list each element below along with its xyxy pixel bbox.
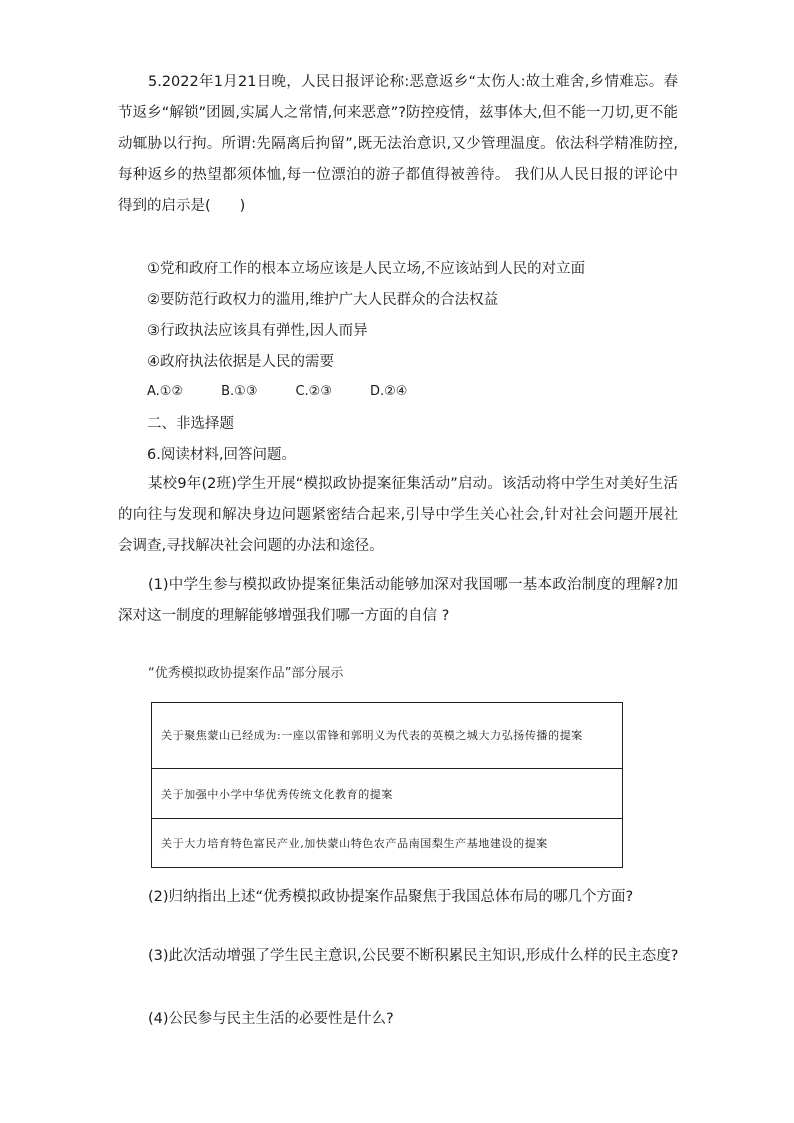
- section-heading: 二、非选择题: [147, 416, 234, 432]
- question-6-sub-1: (1)中学生参与模拟政协提案征集活动能够加深对我国哪一基本政治制度的理解?加深对这一制度的理解能够增强我们哪一方面的自信 ?: [118, 577, 678, 624]
- table-row: [152, 819, 623, 868]
- question-6-sub-3: (3)此次活动增强了学生民主意识,公民要不断积累民主知识,形成什么样的民主态度?: [148, 948, 679, 964]
- table-row: [152, 769, 623, 819]
- question-5-item-4: ④政府执法依据是人民的需要: [147, 354, 334, 370]
- question-5-stem: 5.2022年1月21日晚，人民日报评论称:恶意返乡“太伤人:故土难舍,乡情难忘。春节返乡“解锁”团圆,实属人之常情,何来恶意”?防控疫情，兹事体大,但不能一刀切,更不能动辄胁以行拘。所谓:先隔离后拘留”,既无法治意识,又少管理温度。依法科学精准防控,每种返乡的热望都须体恤,每一位漂泊的游子都值得被善待。 我们从人民日报的评论中得到的启示是( ): [118, 74, 678, 214]
- question-6-title: 6.阅读材料,回答问题。: [147, 447, 296, 463]
- table-cell: 关于大力培育特色富民产业,加快蒙山特色农产品南国梨生产基地建设的提案: [152, 819, 623, 868]
- table-cell: 关于聚焦蒙山已经成为:一座以雷锋和郭明义为代表的英模之城大力弘扬传播的提案: [152, 703, 623, 769]
- question-6-sub-2: (2)归纳指出上述“优秀模拟政协提案作品聚焦于我国总体布局的哪几个方面?: [148, 889, 634, 905]
- table-cell: 关于加强中小学中华优秀传统文化教育的提案: [152, 769, 623, 819]
- proposals-table: [151, 702, 623, 868]
- question-5-item-1: ①党和政府工作的根本立场应该是人民立场,不应该站到人民的对立面: [147, 261, 586, 277]
- option-d: D.②④: [370, 384, 408, 399]
- question-6-sub-4: (4)公民参与民主生活的必要性是什么?: [148, 1011, 394, 1027]
- question-5-options: [147, 382, 445, 402]
- question-5-item-3: ③行政执法应该具有弹性,因人而异: [147, 323, 368, 339]
- question-6-material: 某校9年(2班)学生开展“模拟政协提案征集活动”启动。该活动将中学生对美好生活的向往与发现和解决身边问题紧密结合起来,引导中学生关心社会,针对社会问题开展社会调查,寻找解决社会问题的办法和途径。: [118, 476, 678, 554]
- option-a: A.①②: [147, 384, 184, 399]
- question-5-item-2: ②要防范行政权力的滥用,维护广大人民群众的合法权益: [147, 292, 499, 308]
- option-b: B.①③: [221, 384, 258, 399]
- table-caption: “优秀模拟政协提案作品”部分展示: [148, 666, 344, 681]
- option-c: C.②③: [295, 384, 332, 399]
- table-row: [152, 703, 623, 769]
